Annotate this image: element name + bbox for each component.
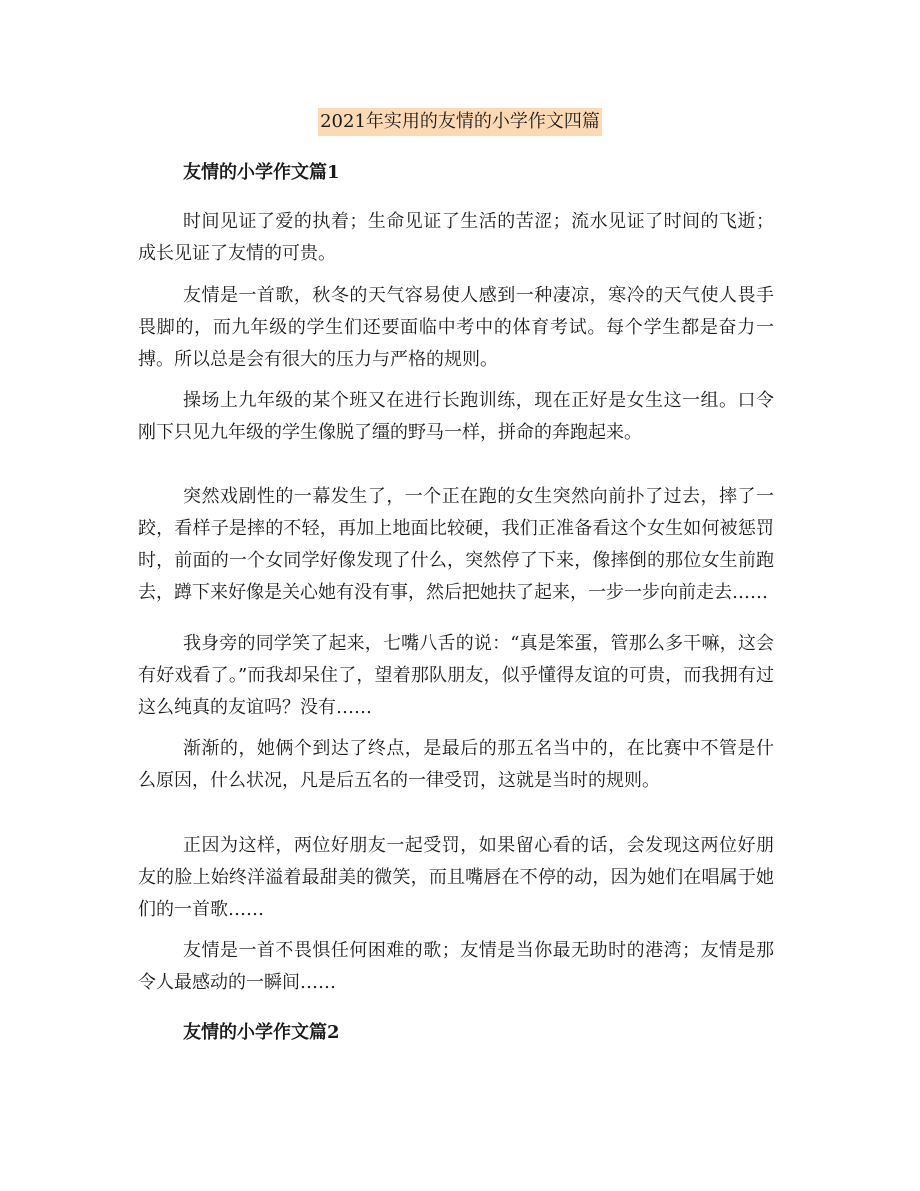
- paragraph-4: 突然戏剧性的一幕发生了，一个正在跑的女生突然向前扑了过去，摔了一跤，看样子是摔的不轻，再加上地面比较硬，我们正准备看这个女生如何被惩罚时，前面的一个女同学好像发现了什么，突然停了下来，像摔倒的那位女生前跑去，蹲下来好像是关心她有没有事，然后把她扶了起来，一步一步向前走去……: [138, 486, 774, 603]
- paragraph-6: 渐渐的，她俩个到达了终点，是最后的那五名当中的，在比赛中不管是什么原因，什么状况，凡是后五名的一律受罚，这就是当时的规则。: [138, 738, 774, 791]
- section-heading-1: 友情的小学作文篇1: [183, 162, 340, 183]
- paragraph-3: 操场上九年级的某个班又在进行长跑训练，现在正好是女生这一组。口令刚下只见九年级的学生像脱了缰的野马一样，拼命的奔跑起来。: [138, 390, 774, 443]
- paragraph-5: 我身旁的同学笑了起来，七嘴八舌的说：“真是笨蛋，管那么多干嘛，这会有好戏看了。”而我却呆住了，望着那队朋友，似乎懂得友谊的可贵，而我拥有过这么纯真的友谊吗？没有……: [138, 633, 774, 718]
- section-heading-2: 友情的小学作文篇2: [183, 1022, 340, 1043]
- paragraph-1: 时间见证了爱的执着；生命见证了生活的苦涩；流水见证了时间的飞逝；成长见证了友情的可贵。: [138, 211, 774, 264]
- paragraph-7: 正因为这样，两位好朋友一起受罚，如果留心看的话，会发现这两位好朋友的脸上始终洋溢着最甜美的微笑，而且嘴唇在不停的动，因为她们在唱属于她们的一首歌……: [138, 835, 774, 920]
- paragraph-8: 友情是一首不畏惧任何困难的歌；友情是当你最无助时的港湾；友情是那令人最感动的一瞬间……: [138, 940, 774, 993]
- document-title: 2021年实用的友情的小学作文四篇: [318, 108, 602, 136]
- paragraph-2: 友情是一首歌，秋冬的天气容易使人感到一种凄凉，寒冷的天气使人畏手畏脚的，而九年级的学生们还要面临中考中的体育考试。每个学生都是奋力一搏。所以总是会有很大的压力与严格的规则。: [138, 285, 774, 370]
- title-container: [0, 108, 920, 136]
